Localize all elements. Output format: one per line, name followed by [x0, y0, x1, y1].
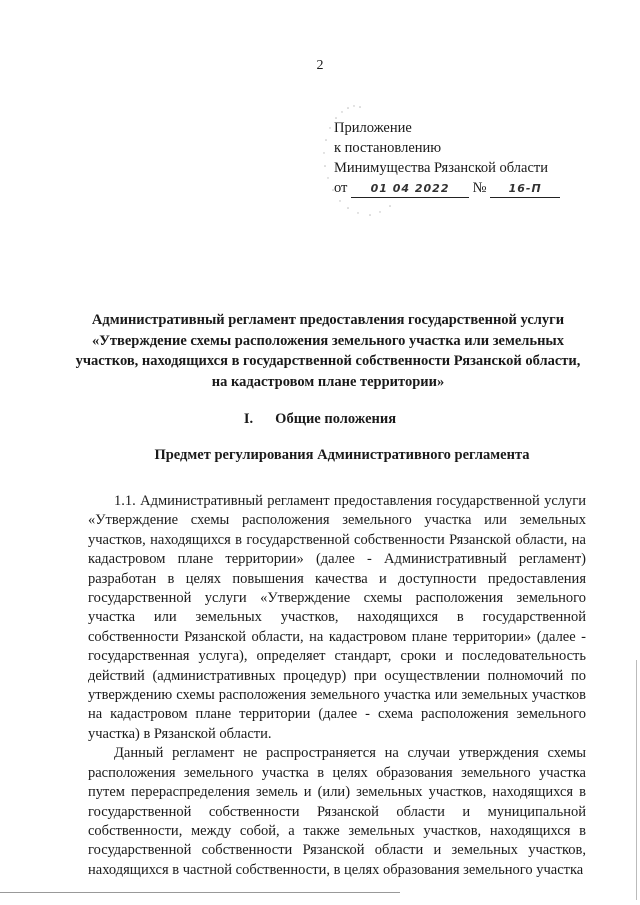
- number-field: [490, 180, 560, 198]
- number-value: 16-П: [508, 182, 542, 195]
- paragraph: Данный регламент не распространяется на случаи утверждения схемы расположения земельного участка в целях образования земельного участка путем перераспределения земель и (или) земельных участков, находящихся в государственной собственности Рязанской области и муниципальной собственности, между собой, а также земельных участков, находящихся в государственной собственности Рязанской области и земельных участков, находящихся в частной собственности, в целях образования земельного участка: [88, 745, 586, 878]
- scan-edge-line: [636, 660, 637, 900]
- appendix-line: к постановлению: [334, 140, 442, 156]
- appendix-date-line: [334, 178, 584, 198]
- section-heading: [0, 411, 640, 428]
- body-text: [88, 492, 586, 880]
- date-prefix: от: [334, 180, 348, 196]
- subsection-heading: Предмет регулирования Административного регламента: [154, 447, 530, 463]
- appendix-line: Приложение: [334, 120, 412, 136]
- appendix-block: [334, 118, 584, 198]
- page-number: 2: [316, 58, 324, 73]
- number-prefix: №: [472, 180, 487, 196]
- scan-artifact-line: [0, 892, 400, 893]
- appendix-line: Минимущества Рязанской области: [334, 160, 549, 176]
- document-title: Административный регламент предоставления государственной услуги «Утверждение схемы расположения земельного участка или земельных участков, находящихся в государственной собственности Рязанской области, на кадастровом плане территории»: [75, 312, 581, 390]
- section-number: I.: [243, 411, 254, 427]
- date-value: 01 04 2022: [370, 182, 450, 195]
- paragraph: 1.1. Административный регламент предоставления государственной услуги «Утверждение схемы расположения земельного участка или земельных участков, находящихся в государственной собственности Рязанской области, на кадастровом плане территории» (далее - Административный регламент) разработан в целях повышения качества и доступности предоставления государственной услуги «Утверждение схемы расположения земельного участка или земельных участков, находящихся в государственной собственности Рязанской области, на кадастровом плане территории» (далее - государственная услуга), определяет стандарт, сроки и последовательность действий (административных процедур) при осуществлении полномочий по утверждению схемы расположения земельного участка или земельных участков на кадастровом плане территории (далее - схема расположения земельного участка) в Рязанской области.: [88, 493, 586, 742]
- date-field: [351, 180, 469, 198]
- section-title: Общие положения: [275, 411, 397, 427]
